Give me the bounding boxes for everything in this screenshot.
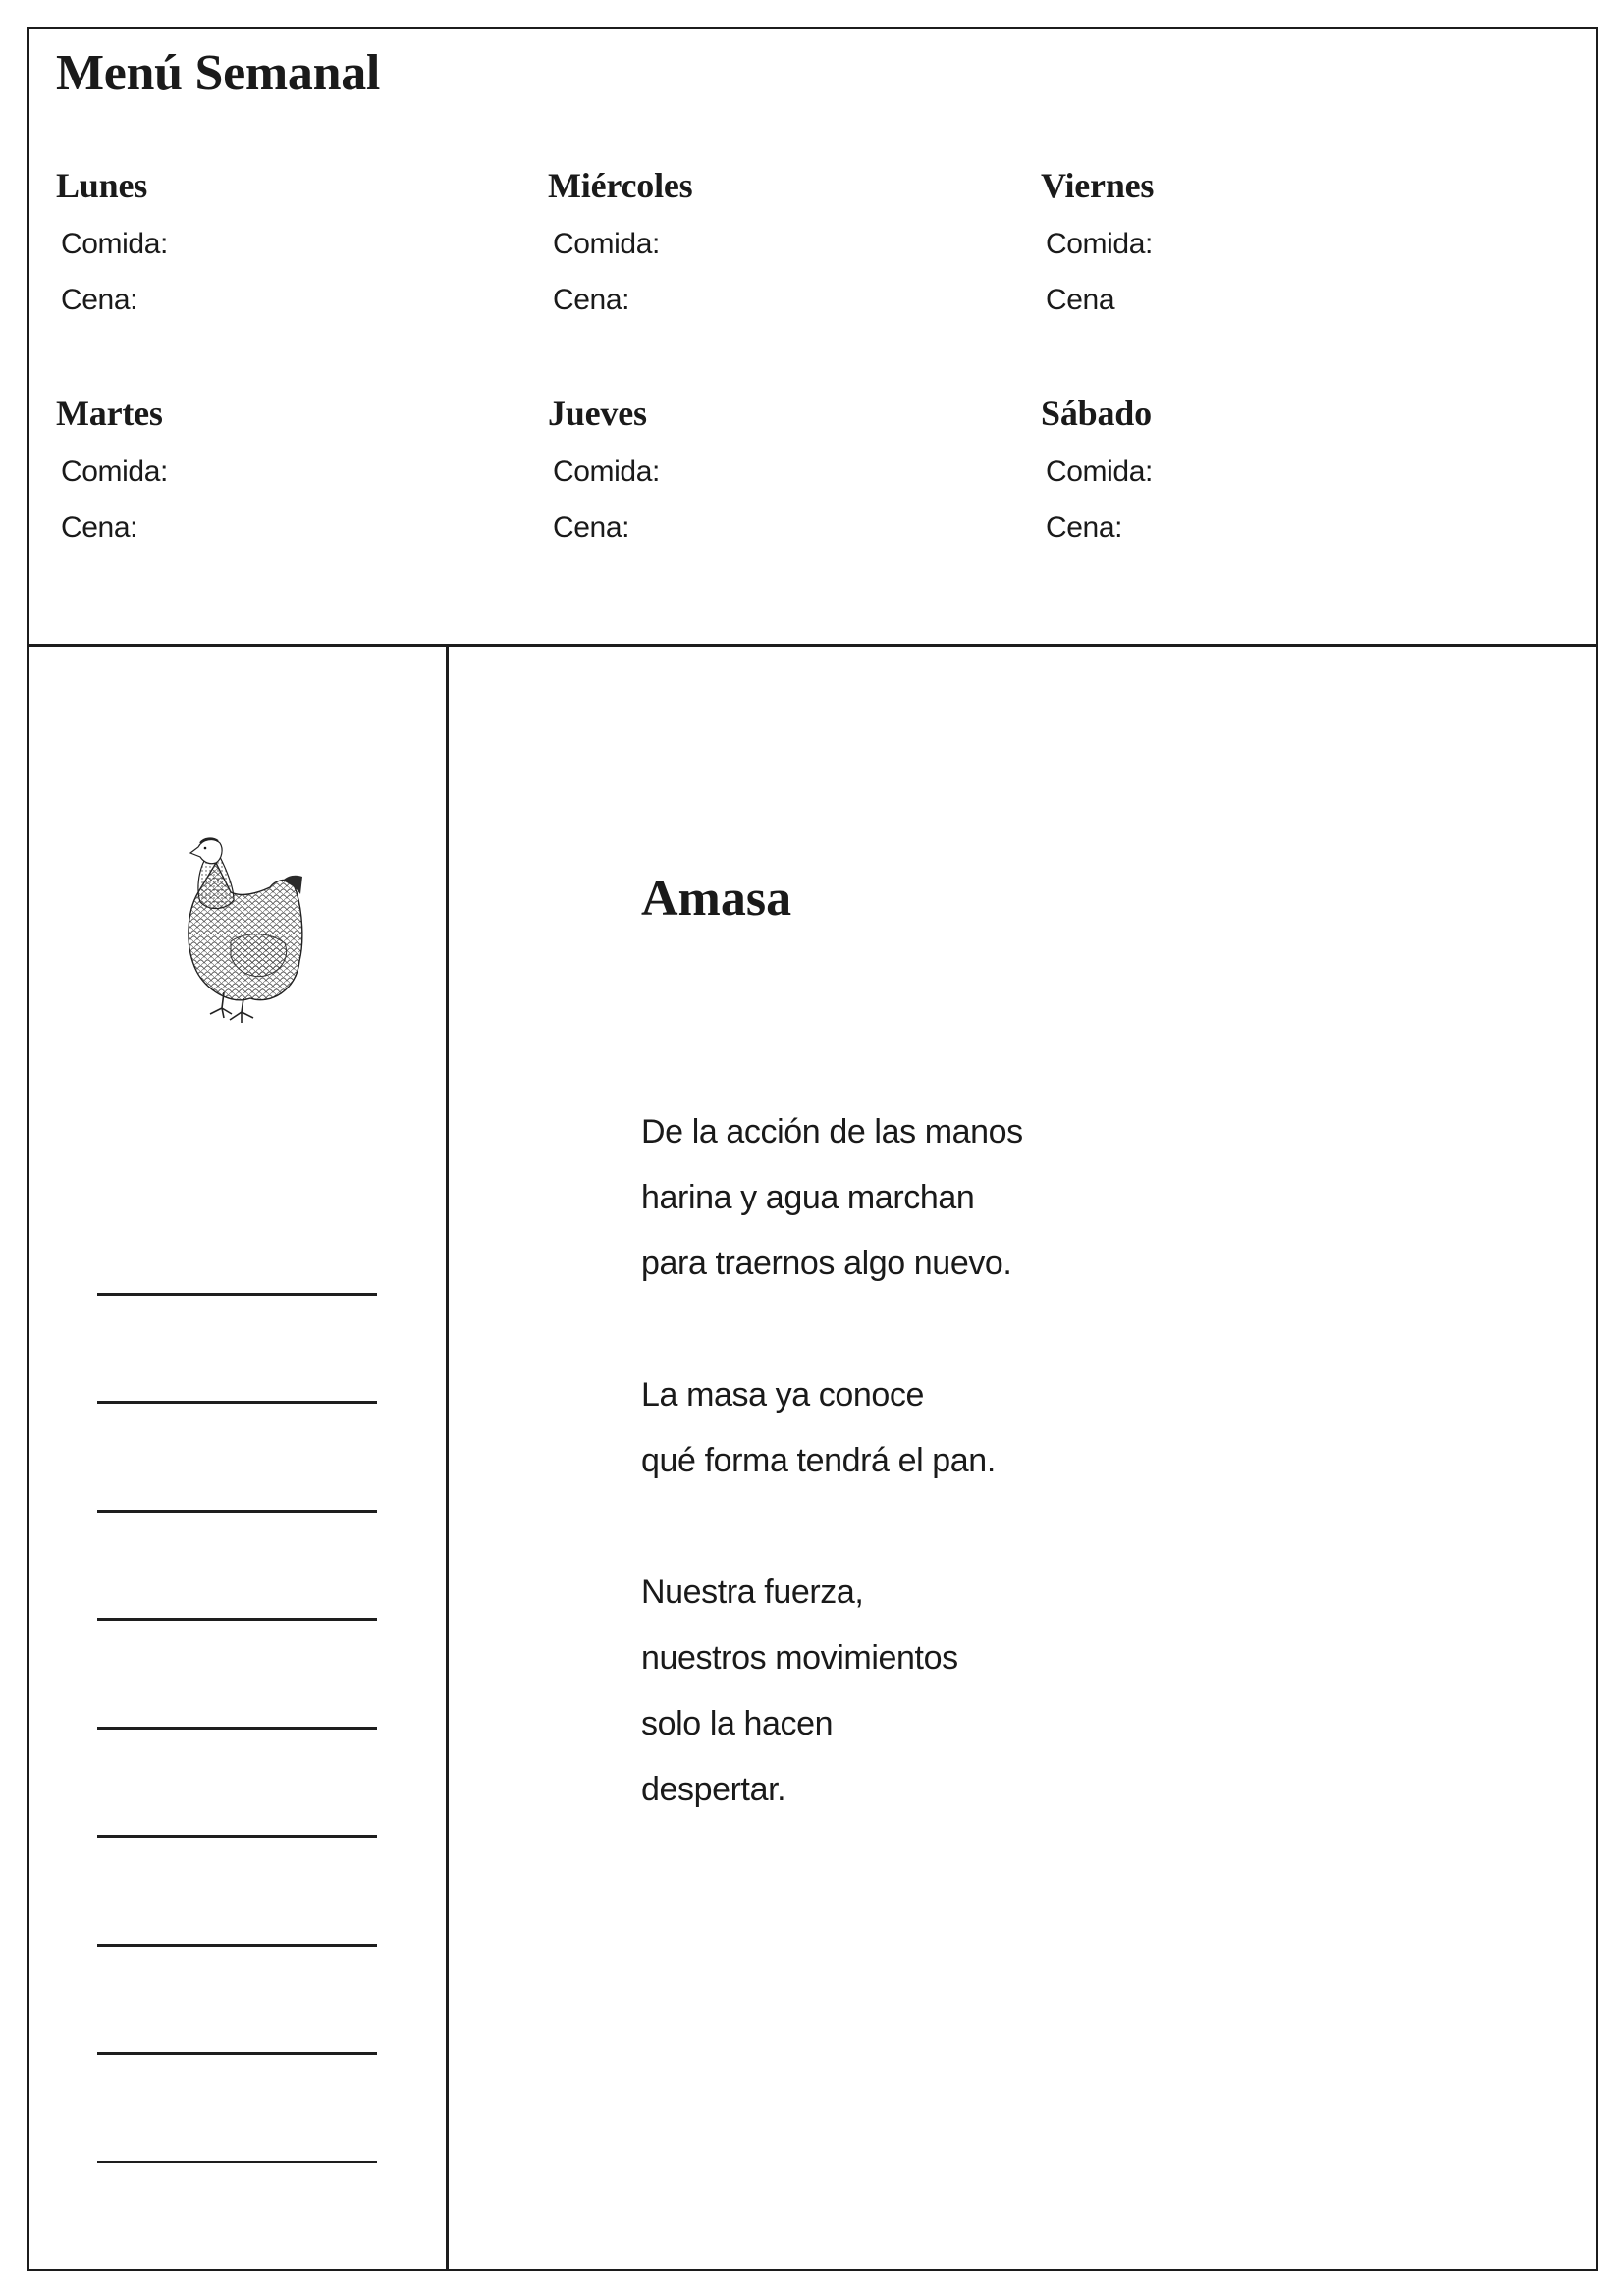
poem-verse: nuestros movimientos [641,1639,958,1677]
blank-writing-line [97,1293,377,1296]
lunch-label: Comida: [1046,228,1153,260]
poem-verse: para traernos algo nuevo. [641,1245,1012,1282]
poem-stanza [641,1560,1023,1823]
blank-writing-line [97,1727,377,1730]
day-name: Viernes [1041,166,1155,205]
lunch-label: Comida: [1046,455,1153,488]
dinner-label: Cena: [1046,511,1123,544]
day-name: Lunes [56,166,148,205]
day-name: Miércoles [548,166,693,205]
blank-writing-line [97,2052,377,2055]
poem-title: Amasa [641,871,792,927]
poem-verse: harina y agua marchan [641,1179,975,1216]
blank-writing-line [97,1510,377,1513]
day-name: Sábado [1041,394,1152,433]
dinner-label: Cena: [61,511,138,544]
poem-verse: qué forma tendrá el pan. [641,1442,996,1479]
lunch-label: Comida: [553,228,660,260]
blank-writing-line [97,1618,377,1621]
lunch-label: Comida: [553,455,660,488]
dinner-label: Cena: [553,511,630,544]
blank-writing-line [97,1401,377,1404]
poem-stanza [641,1362,1023,1494]
dinner-label: Cena: [553,284,630,316]
poem-stanza [641,1099,1023,1297]
poem-verse: Nuestra fuerza, [641,1574,864,1611]
page-title: Menú Semanal [56,45,381,101]
poem-verse: despertar. [641,1771,786,1808]
dinner-label: Cena [1046,284,1115,316]
day-name: Martes [56,394,163,433]
notes-column [29,647,446,2269]
hen-illustration-icon [177,833,310,1024]
blank-writing-line [97,1835,377,1838]
day-name: Jueves [548,394,647,433]
poem-verse: solo la hacen [641,1705,834,1742]
poem-verse: De la acción de las manos [641,1113,1023,1150]
blank-writing-line [97,2161,377,2163]
poem-body [641,1099,1023,1823]
section-divider-vertical [446,645,449,2270]
dinner-label: Cena: [61,284,138,316]
poem-verse: La masa ya conoce [641,1376,925,1414]
lunch-label: Comida: [61,228,168,260]
blank-writing-line [97,1944,377,1947]
lunch-label: Comida: [61,455,168,488]
